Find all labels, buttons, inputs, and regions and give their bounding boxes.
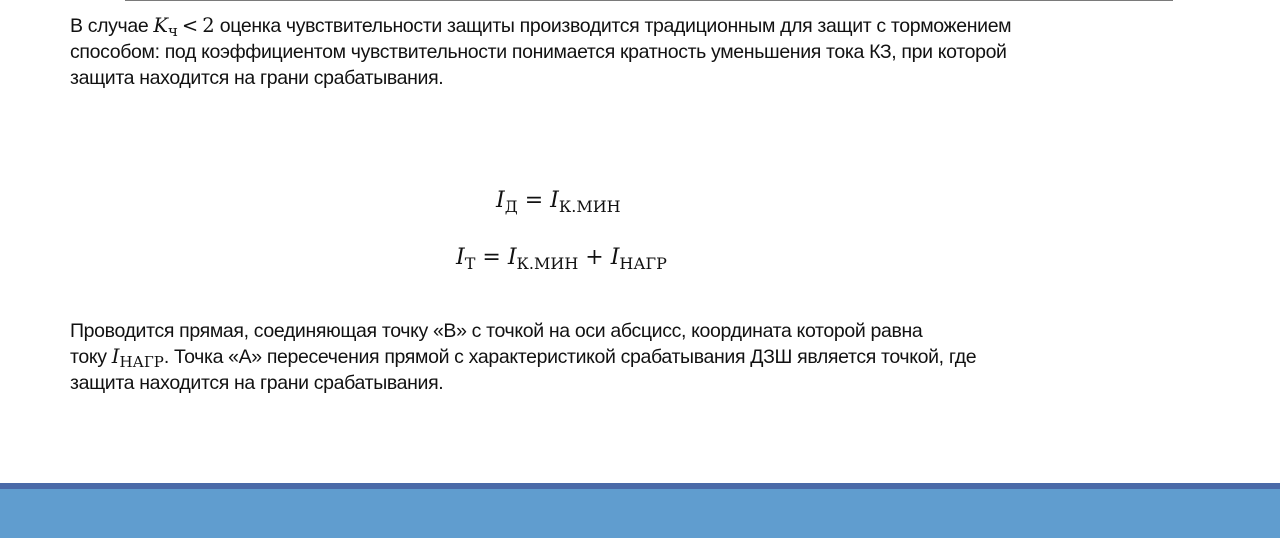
paragraph-sensitivity	[70, 13, 1011, 91]
paragraph-line: В случае $K_ч < 2$ оценка чувствительности защиты производится традиционным для защит с торможением	[70, 14, 1012, 40]
footer-band	[0, 489, 1280, 538]
paragraph-line: Проводится прямая, соединяющая точку «В» с точкой на оси абсцисс, координата которой равна	[70, 320, 923, 342]
paragraph-line: способом: под коэффициентом чувствительности понимается кратность уменьшения тока КЗ, при которой	[70, 41, 1007, 63]
inline-formula-k: $K_ч < 2$	[153, 14, 215, 40]
paragraph-line: защита находится на грани срабатывания.	[70, 67, 444, 89]
inline-formula-i-load: $I_{НАГР}$	[111, 345, 164, 371]
paragraph-line-construction	[70, 318, 976, 396]
paragraph-line: защита находится на грани срабатывания.	[70, 372, 444, 394]
formula-braking-current: $I_Т = I_{К.МИН} + I_{НАГР}$	[456, 245, 667, 273]
top-divider	[125, 0, 1173, 1]
formula-differential-current: $I_Д = I_{К.МИН}$	[496, 188, 621, 216]
paragraph-line: току $I_{НАГР}$. Точка «А» пересечения прямой с характеристикой срабатывания ДЗШ является точкой, где	[70, 345, 977, 371]
